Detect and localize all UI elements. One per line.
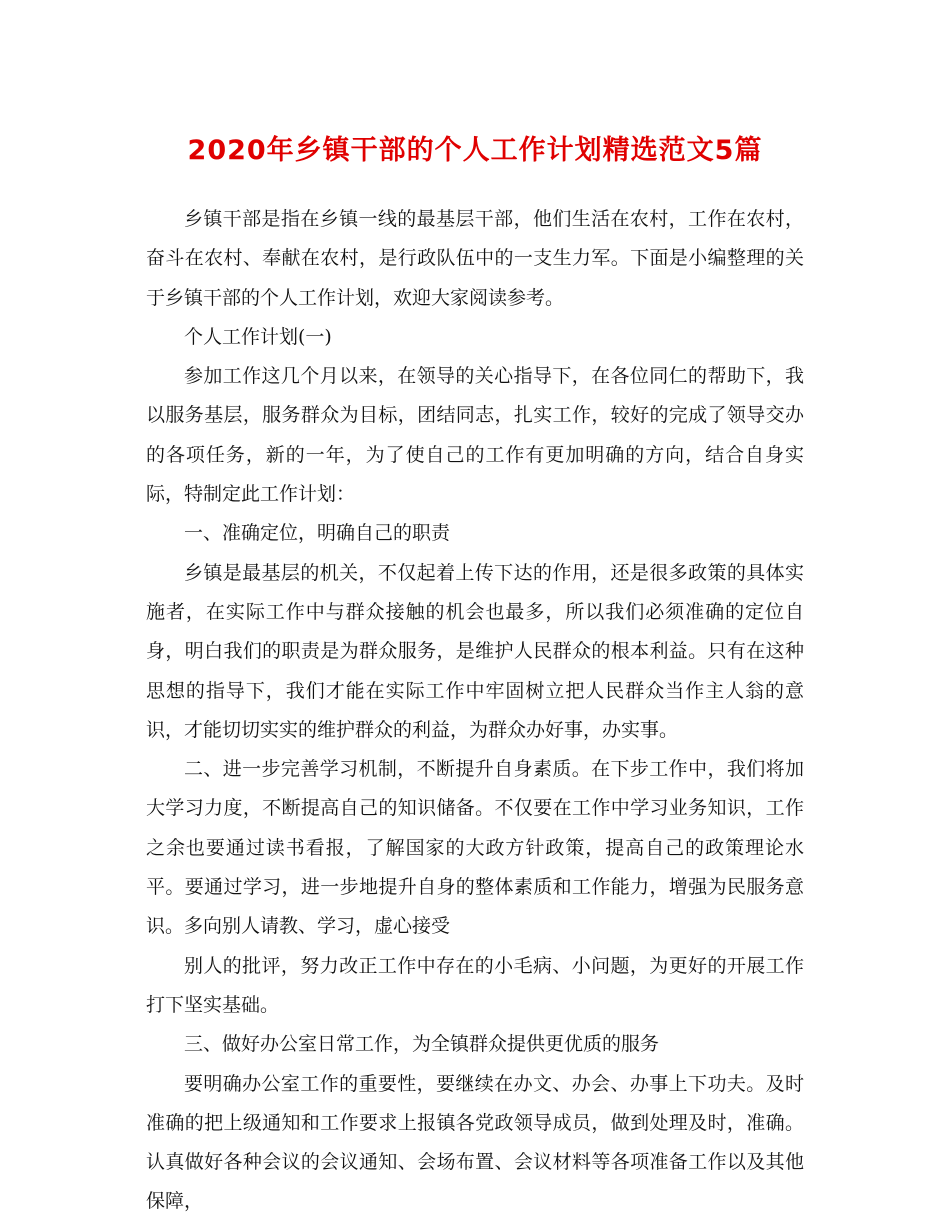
section-heading-1: 一、准确定位，明确自己的职责 bbox=[184, 522, 451, 545]
paragraph-positioning: 乡镇是最基层的机关，不仅起着上传下达的作用，还是很多政策的具体实施者，在实际工作中与群众接触的机会也最多，所以我们必须准确的定位自身，明白我们的职责是为群众服务，是维护人民群众的根本利益。只有在这种思想的指导下，我们才能在实际工作中牢固树立把人民群众当作主人翁的意识，才能切切实实的维护群众的利益，为群众办好事，办实事。 bbox=[146, 561, 804, 741]
section-heading-3: 三、做好办公室日常工作，为全镇群众提供更优质的服务 bbox=[184, 1033, 660, 1056]
paragraph-plan-intro: 参加工作这几个月以来，在领导的关心指导下，在各位同仁的帮助下，我以服务基层，服务群众为目标，团结同志，扎实工作，较好的完成了领导交办的各项任务，新的一年，为了使自己的工作有更加明确的方向，结合自身实际，特制定此工作计划： bbox=[146, 365, 804, 506]
paragraph-learning: 二、进一步完善学习机制，不断提升自身素质。在下步工作中，我们将加大学习力度，不断提高自己的知识储备。不仅要在工作中学习业务知识，工作之余也要通过读书看报，了解国家的大政方针政策，提高自己的政策理论水平。要通过学习，进一步地提升自身的整体素质和工作能力，增强为民服务意识。多向别人请教、学习，虚心接受 bbox=[146, 758, 804, 938]
section-heading-plan-1: 个人工作计划(一) bbox=[184, 325, 332, 348]
document-body bbox=[146, 200, 804, 1222]
paragraph-office-work: 要明确办公室工作的重要性，要继续在办文、办会、办事上下功夫。及时准确的把上级通知和工作要求上报镇各党政领导成员，做到处理及时，准确。认真做好各种会议的会议通知、会场布置、会议材料等各项准备工作以及其他保障， bbox=[146, 1072, 804, 1213]
paragraph-intro: 乡镇干部是指在乡镇一线的最基层干部，他们生活在农村，工作在农村，奋斗在农村、奉献在农村，是行政队伍中的一支生力军。下面是小编整理的关于乡镇干部的个人工作计划，欢迎大家阅读参考。 bbox=[146, 208, 804, 309]
document-title: 2020年乡镇干部的个人工作计划精选范文5篇 bbox=[187, 135, 763, 166]
paragraph-criticism: 别人的批评，努力改正工作中存在的小毛病、小问题，为更好的开展工作打下坚实基础。 bbox=[146, 954, 804, 1016]
